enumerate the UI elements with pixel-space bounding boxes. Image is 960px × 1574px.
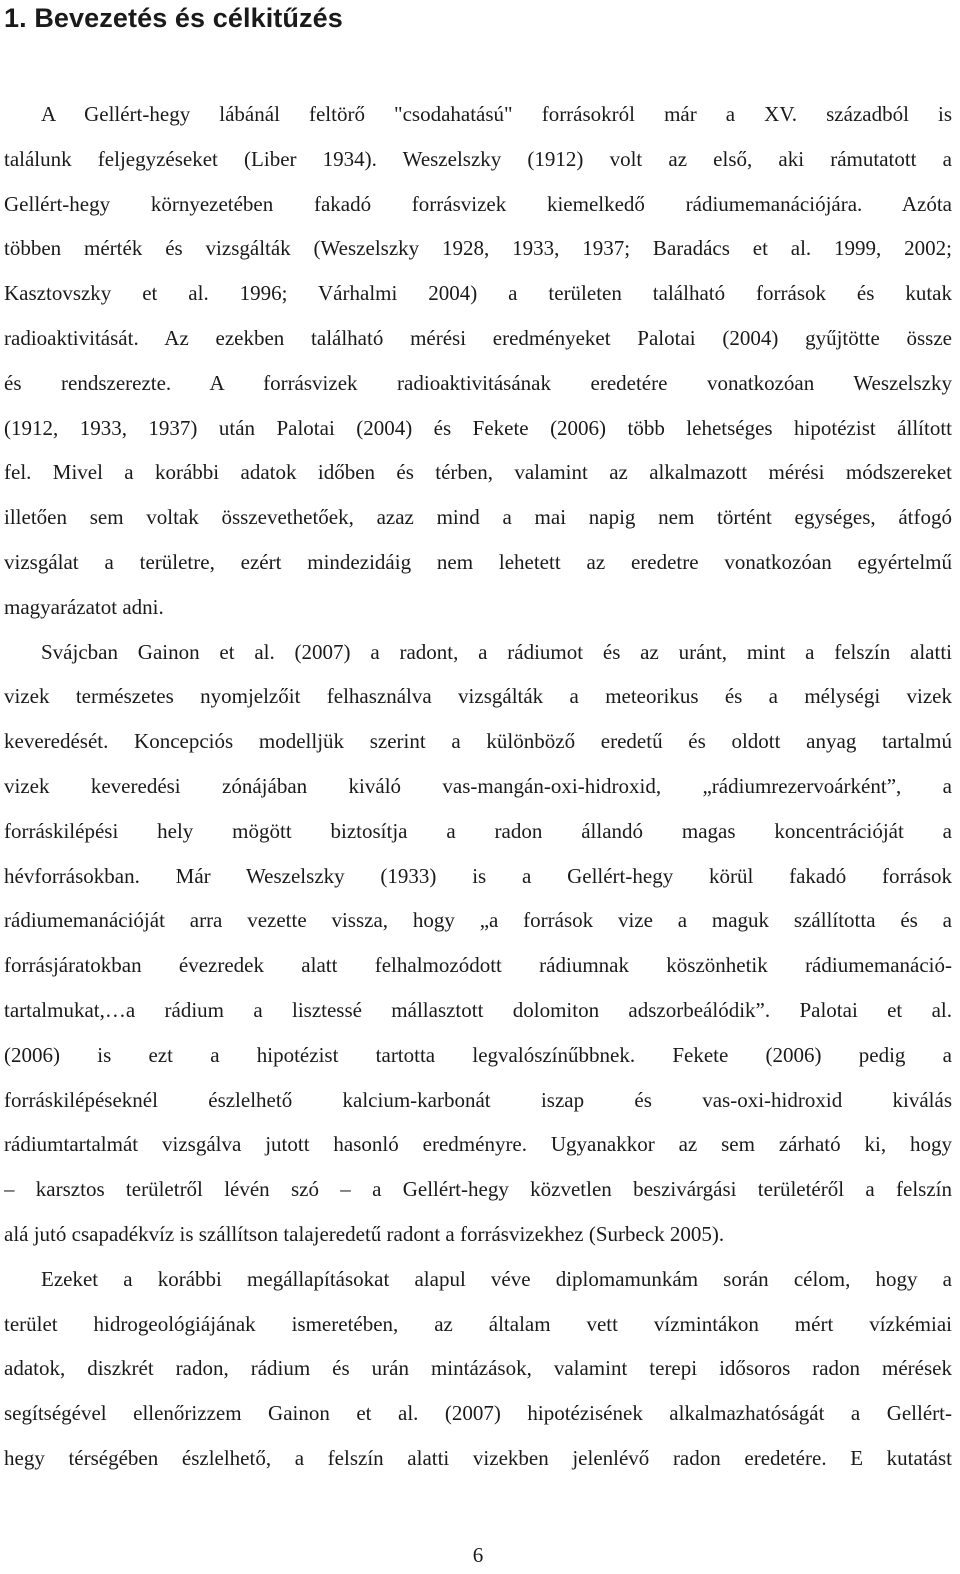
- text-line: alá jutó csapadékvíz is szállítson talajeredetű radont a forrásvizekhez (Surbeck 2005).: [4, 1221, 725, 1246]
- text-line: hévforrásokban. Már Weszelszky (1933) is a Gellért-hegy körül fakadó források: [4, 863, 952, 888]
- text-line: Gellért-hegy környezetében fakadó forrásvizek kiemelkedő rádiumemanációjára. Azóta: [4, 191, 952, 216]
- text-line: forráskilépéseknél észlelhető kalcium-karbonát iszap és vas-oxi-hidroxid kiválás: [4, 1087, 952, 1112]
- text-line: és rendszerezte. A forrásvizek radioaktivitásának eredetére vonatkozóan Weszelszky: [4, 370, 952, 395]
- text-line: (1912, 1933, 1937) után Palotai (2004) és Fekete (2006) több lehetséges hipotézist állított: [4, 415, 952, 440]
- text-line: forráskilépési hely mögött biztosítja a radon állandó magas koncentrációját a: [4, 818, 952, 843]
- text-line: illetően sem voltak összevethetőek, azaz mind a mai napig nem történt egységes, átfogó: [4, 505, 952, 530]
- text-line: magyarázatot adni.: [4, 594, 164, 619]
- text-line: Svájcban Gainon et al. (2007) a radont, a rádiumot és az uránt, mint a felszín alatti: [41, 639, 952, 664]
- text-line: vizsgálat a területre, ezért mindezidáig nem lehetett az eredetre vonatkozóan egyértelmű: [4, 549, 952, 574]
- text-line: rádiumemanációját arra vezette vissza, hogy „a források vize a maguk szállította és a: [4, 908, 952, 933]
- text-line: hegy térségében észlelhető, a felszín alatti vizekben jelenlévő radon eredetére. E kutatást: [4, 1445, 952, 1470]
- body-text: [4, 92, 952, 1481]
- section-heading: 1. Bevezetés és célkitűzés: [4, 3, 343, 33]
- text-line: találunk feljegyzéseket (Liber 1934). Weszelszky (1912) volt az első, aki rámutatott a: [4, 146, 952, 171]
- text-line: keveredését. Koncepciós modelljük szerint a különböző eredetű és oldott anyag tartalmú: [4, 729, 952, 754]
- text-line: tartalmukat,…a rádium a lisztessé mállasztott dolomiton adszorbeálódik”. Palotai et al.: [4, 997, 952, 1022]
- text-line: fel. Mivel a korábbi adatok időben és térben, valamint az alkalmazott mérési módszereket: [4, 460, 952, 485]
- text-line: segítségével ellenőrizzem Gainon et al. (2007) hipotézisének alkalmazhatóságát a Gellért-: [4, 1401, 952, 1426]
- text-line: (2006) is ezt a hipotézist tartotta legvalószínűbbnek. Fekete (2006) pedig a: [4, 1042, 952, 1067]
- text-line: terület hidrogeológiájának ismeretében, az általam vett vízmintákon mért vízkémiai: [4, 1311, 952, 1336]
- text-line: radioaktivitását. Az ezekben található mérési eredményeket Palotai (2004) gyűjtötte össze: [4, 325, 952, 350]
- text-line: adatok, diszkrét radon, rádium és urán mintázások, valamint terepi idősoros radon mérések: [4, 1356, 952, 1381]
- text-line: – karsztos területről lévén szó – a Gellért-hegy közvetlen beszivárgási területéről a felszín: [4, 1177, 952, 1202]
- text-line: forrásjáratokban évezredek alatt felhalmozódott rádiumnak köszönhetik rádiumemanáció-: [4, 953, 952, 978]
- text-line: vizek keveredési zónájában kiváló vas-mangán-oxi-hidroxid, „rádiumrezervoárként”, a: [4, 773, 952, 798]
- text-line: rádiumtartalmát vizsgálva jutott hasonló eredményre. Ugyanakkor az sem zárható ki, hogy: [4, 1132, 952, 1157]
- text-line: többen mérték és vizsgálták (Weszelszky 1928, 1933, 1937; Baradács et al. 1999, 2002;: [4, 236, 952, 261]
- text-line: Kasztovszky et al. 1996; Várhalmi 2004) a területen található források és kutak: [4, 281, 952, 306]
- text-line: Ezeket a korábbi megállapításokat alapul véve diplomamunkám során célom, hogy a: [41, 1266, 952, 1291]
- text-line: A Gellért-hegy lábánál feltörő "csodahatású" forrásokról már a XV. századból is: [41, 102, 952, 126]
- text-line: vizek természetes nyomjelzőit felhasználva vizsgálták a meteorikus és a mélységi vizek: [4, 684, 952, 709]
- page-number: 6: [472, 1543, 484, 1567]
